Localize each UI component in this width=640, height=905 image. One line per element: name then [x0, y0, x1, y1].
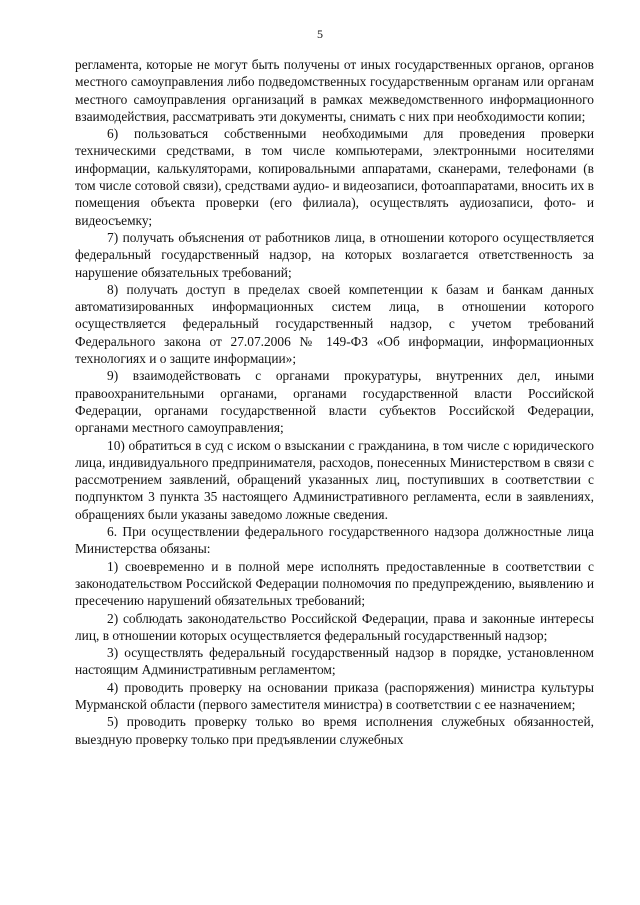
- paragraph-duty-1: 1) своевременно и в полной мере исполнять предоставленные в соответствии с законодательством Российской Федерации полномочия по предупреждению, выявлению и пресечению нарушений обязательных требований;: [75, 558, 594, 609]
- paragraph-duty-4: 4) проводить проверку на основании приказа (распоряжения) министра культуры Мурманской области (первого заместителя министра) в соответствии с ее назначением;: [75, 679, 594, 712]
- document-body: [75, 56, 594, 748]
- paragraph-item-6: 6) пользоваться собственными необходимыми для проведения проверки техническими средствами, в том числе компьютерами, электронными носителями информации, калькуляторами, копировальными аппаратами, сканерами, телефонами (в том числе сотовой связи), средствами аудио- и видеозаписи, фотоаппаратами, вносить их в помещения объекта проверки (его филиала), осуществлять аудиозаписи, фото- и видеосъемку;: [75, 126, 594, 228]
- paragraph-item-8: 8) получать доступ в пределах своей компетенции к базам и банкам данных автоматизированных информационных систем лица, в отношении которого осуществляется федеральный государственный надзор, с учетом требований Федерального закона от 27.07.2006 № 149-ФЗ «Об информации, информационных технологиях и о защите информации»;: [75, 281, 594, 367]
- paragraph-duty-5: 5) проводить проверку только во время исполнения служебных обязанностей, выездную проверку только при предъявлении служебных: [75, 714, 594, 747]
- paragraph-item-9: 9) взаимодействовать с органами прокуратуры, внутренних дел, иными правоохранительными органами, органами государственной власти Российской Федерации, органами государственной власти субъектов Российской Федерации, органами местного самоуправления;: [75, 368, 594, 436]
- paragraph-duty-3: 3) осуществлять федеральный государственный надзор в порядке, установленном настоящим Административным регламентом;: [75, 645, 594, 678]
- paragraph-item-7: 7) получать объяснения от работников лица, в отношении которого осуществляется федеральный государственный надзор, на которых возлагается ответственность за нарушение обязательных требований;: [75, 229, 594, 280]
- page-number: 5: [317, 27, 323, 41]
- paragraph-continuation: регламента, которые не могут быть получены от иных государственных органов, органов местного самоуправления либо подведомственных государственным органам или органам местного самоуправления организаций в рамках межведомственного информационного взаимодействия, рассматривать эти документы, снимать с них при необходимости копии;: [75, 57, 594, 124]
- paragraph-duty-2: 2) соблюдать законодательство Российской Федерации, права и законные интересы лиц, в отношении которых осуществляется федеральный государственный надзор;: [75, 610, 594, 643]
- paragraph-section-6: 6. При осуществлении федерального государственного надзора должностные лица Министерства обязаны:: [75, 524, 594, 557]
- paragraph-item-10: 10) обратиться в суд с иском о взыскании с гражданина, в том числе с юридического лица, индивидуального предпринимателя, расходов, понесенных Министерством в связи с рассмотрением заявлений, обращений указанных лиц, поступивших в соответствии с подпунктом 3 пункта 35 настоящего Административного регламента, если в заявлениях, обращениях были указаны заведомо ложные сведения.: [75, 437, 594, 522]
